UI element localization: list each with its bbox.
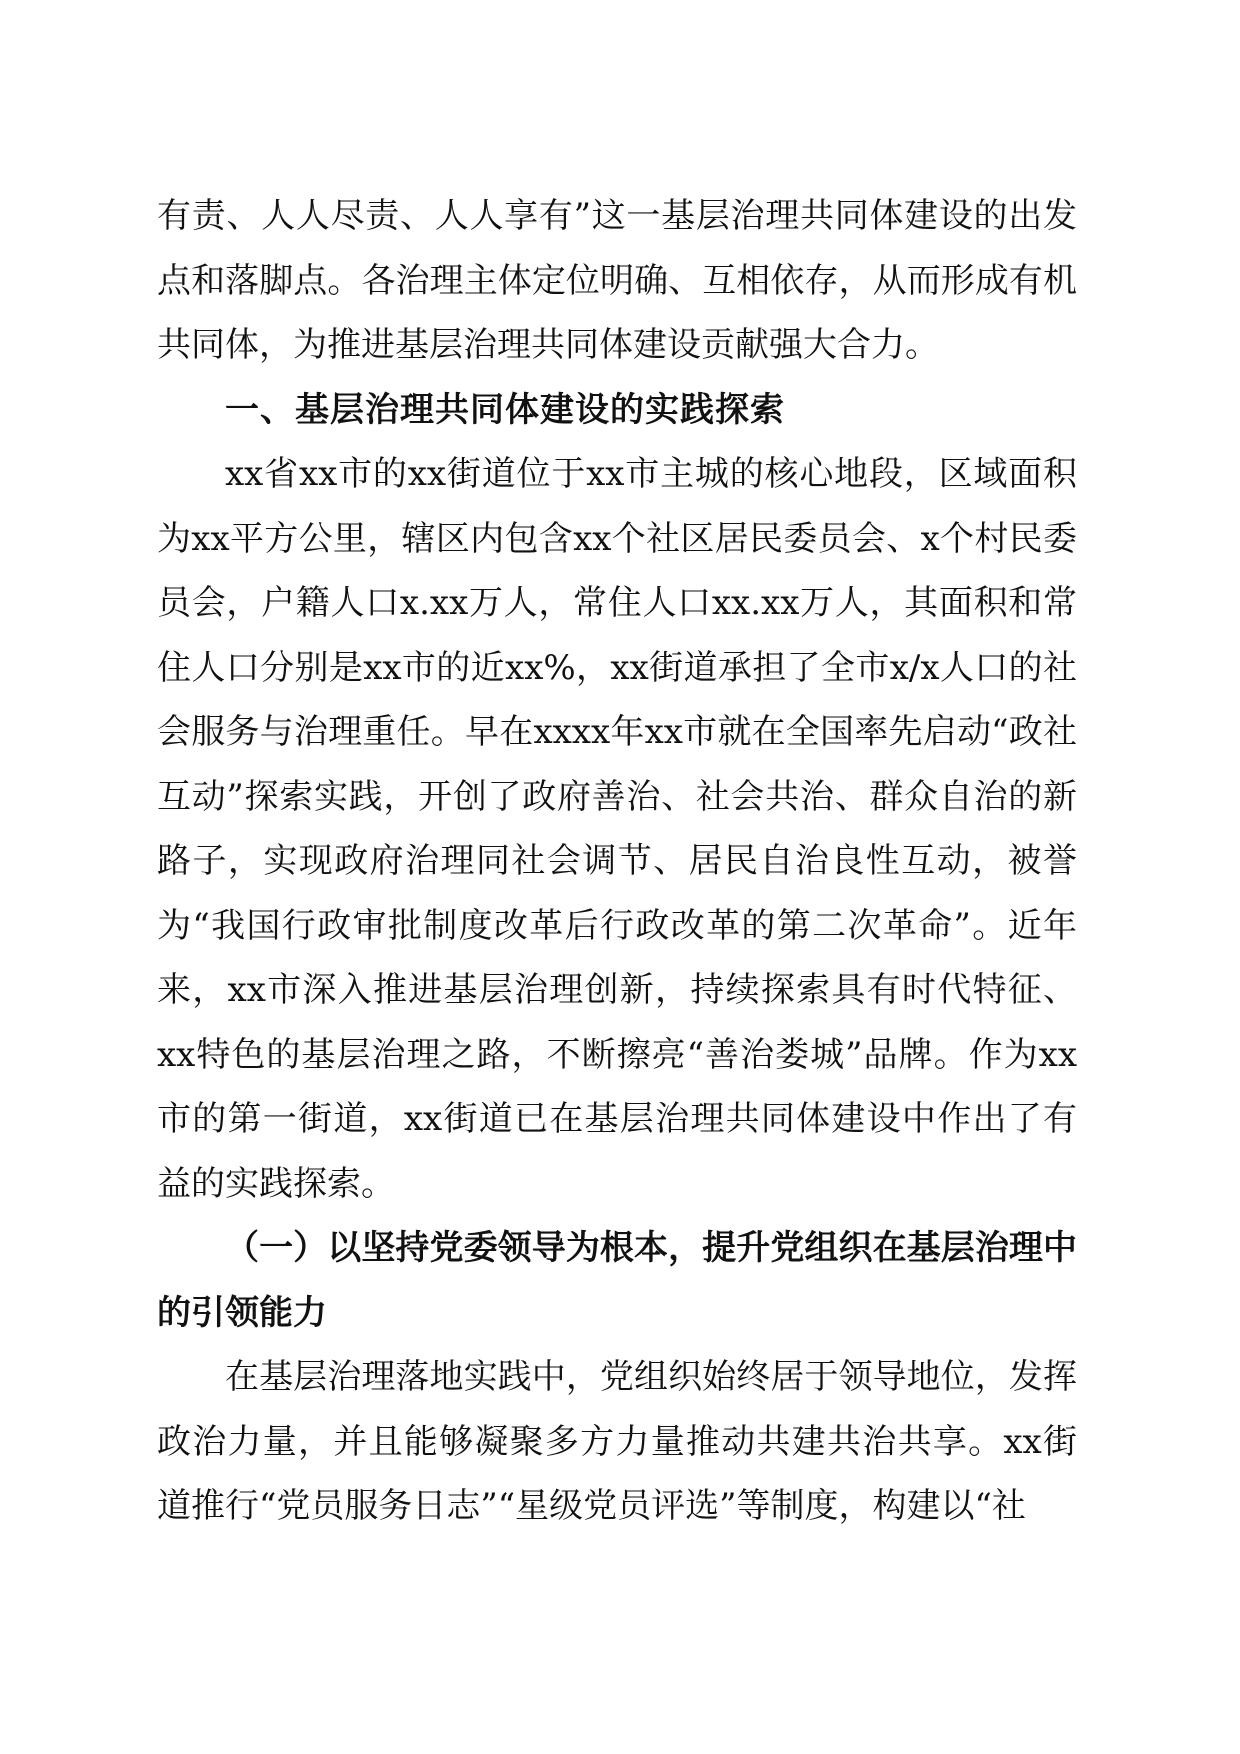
paragraph-body-continues: 在基层治理落地实践中，党组织始终居于领导地位，发挥政治力量，并且能够凝聚多方力量推动共建共治共享。xx街道推行“党员服务日志”“星级党员评选”等制度，构建以“社 [157,1357,1077,1526]
document-body [157,184,1077,1539]
section-heading: 一、基层治理共同体建设的实践探索 [225,389,785,430]
paragraph-continued: 有责、人人尽责、人人享有”这一基层治理共同体建设的出发点和落脚点。各治理主体定位明确、互相依存，从而形成有机共同体，为推进基层治理共同体建设贡献强大合力。 [157,196,1077,365]
subsection-heading: （一）以坚持党委领导为根本，提升党组织在基层治理中的引领能力 [157,1228,1077,1333]
paragraph-body: xx省xx市的xx街道位于xx市主城的核心地段，区域面积为xx平方公里，辖区内包含xx个社区居民委员会、x个村民委员会，户籍人口x.xx万人，常住人口xx.xx万人，其面积和常住人口分别是xx市的近xx%，xx街道承担了全市x/x人口的社会服务与治理重任。早在xxxx年xx市就在全国率先启动“政社互动”探索实践，开创了政府善治、社会共治、群众自治的新路子，实现政府治理同社会调节、居民自治良性互动，被誉为“我国行政审批制度改革后行政改革的第二次革命”。近年来，xx市深入推进基层治理创新，持续探索具有时代特征、xx特色的基层治理之路，不断擦亮“善治娄城”品牌。作为xx市的第一街道，xx街道已在基层治理共同体建设中作出了有益的实践探索。 [157,454,1077,1204]
